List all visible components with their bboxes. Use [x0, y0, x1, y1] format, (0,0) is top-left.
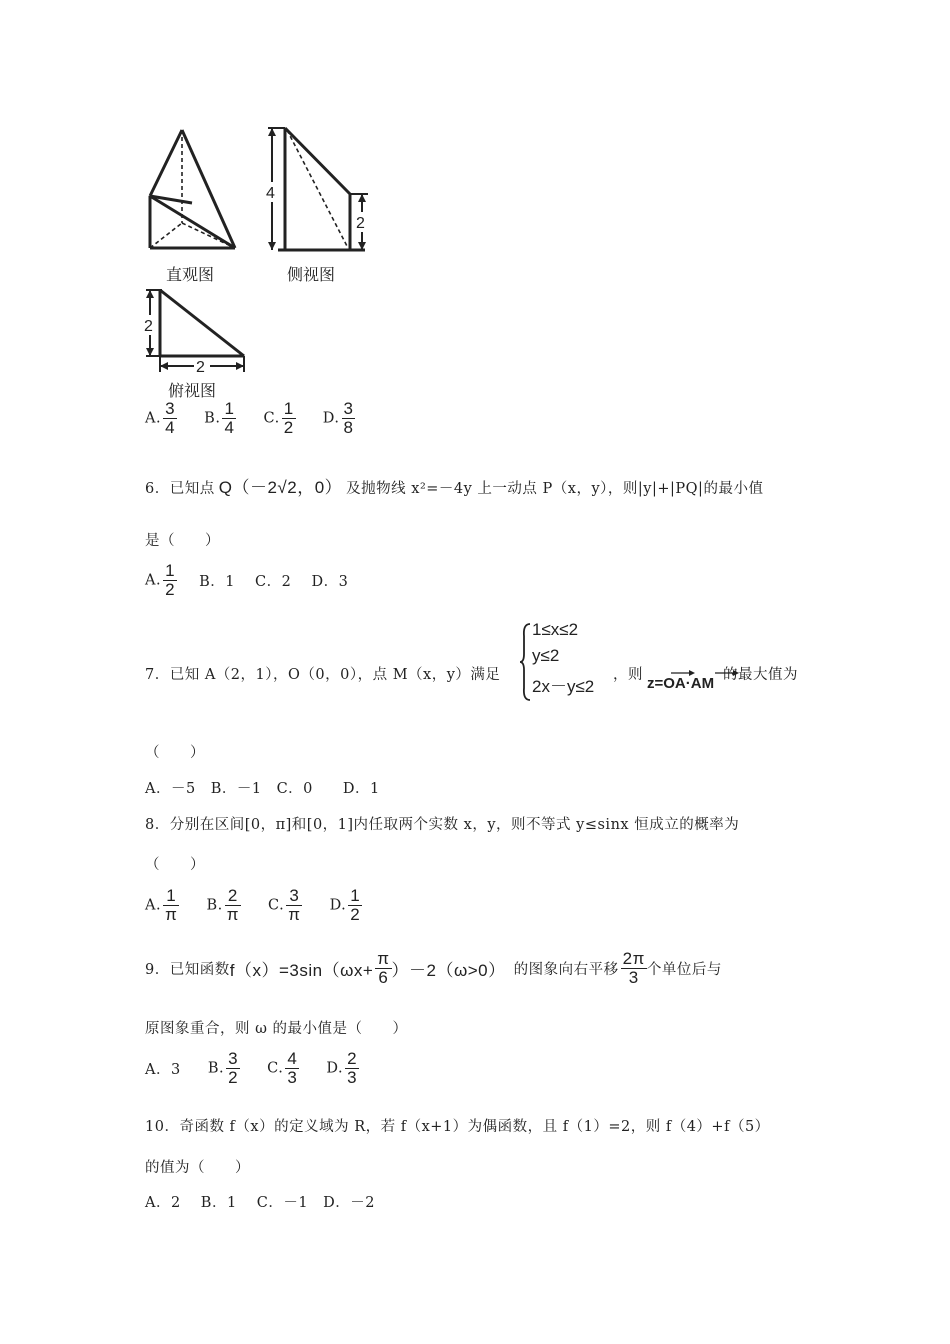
question-6	[145, 473, 763, 498]
q9-options	[145, 1050, 381, 1087]
q6-point: Q（－2√2，0）	[218, 478, 343, 497]
q8-option-d[interactable]: D. $\frac{1}{2}$	[329, 886, 361, 924]
q7-suffix: 的最大值为	[723, 667, 798, 683]
question-9	[145, 950, 722, 987]
q8-option-a[interactable]: A. $\frac{1}{\pi}$	[145, 886, 178, 924]
q8-option-b[interactable]: B. $\frac{2}{\pi}$	[206, 886, 239, 924]
q7-prefix: 7．已知 A（2，1），O（0，0），点 M（x，y）满足	[145, 667, 501, 683]
q8-options	[145, 887, 384, 924]
q6-options	[145, 562, 348, 599]
q10-line2: 的值为（ ）	[145, 1160, 250, 1176]
q9-func-fraction: $\frac{\pi}{6}$	[377, 949, 390, 987]
q9-option-d[interactable]: D. $\frac{2}{3}$	[326, 1049, 358, 1087]
q6-line2: 是（ ）	[145, 533, 220, 549]
q5-option-c[interactable]: C. $\frac{1}{2}$	[263, 399, 294, 437]
q9-suffix: 个单位后与	[646, 962, 722, 978]
q9-func-b: ）－2（ω>0）	[391, 961, 506, 980]
q7-line2: （ ）	[145, 745, 205, 761]
q6-prefix: 6．已知点	[145, 481, 215, 497]
q7-cond-3: 2x－y≤2	[532, 677, 595, 696]
brace-icon	[520, 622, 532, 702]
q6-option-a[interactable]: A. $\frac{1}{2}$	[145, 561, 176, 599]
q9-option-c[interactable]: C. $\frac{4}{3}$	[267, 1049, 298, 1087]
side-height-label: 4	[266, 185, 275, 202]
q8-option-c[interactable]: C. $\frac{3}{\pi}$	[268, 886, 301, 924]
q6-options-rest: B．1 C．2 D．3	[199, 574, 349, 590]
q8-line1: 8．分别在区间[0，π]和[0，1]内任取两个实数 x，y，则不等式 y≤sinx 恒成立的概率为	[145, 817, 740, 833]
side-view-drawing	[278, 128, 365, 250]
front-view-label: 直观图	[166, 267, 215, 284]
q5-option-b[interactable]: B. $\frac{1}{4}$	[204, 399, 235, 437]
q7-options: A．－5 B．－1 C．0 D．1	[145, 781, 380, 797]
front-view-drawing	[150, 130, 235, 248]
q7-cond-1: 1≤x≤2	[532, 620, 579, 639]
q9-line2: 原图象重合，则 ω 的最小值是（ ）	[145, 1021, 408, 1037]
q7-cond-2: y≤2	[532, 646, 560, 665]
q5-option-d[interactable]: D. $\frac{3}{8}$	[322, 399, 354, 437]
top-vertical-label: 2	[144, 318, 153, 335]
top-horizontal-label: 2	[196, 359, 205, 376]
q9-func-a: f（x）=3sin（ωx+	[229, 961, 374, 980]
q10-options: A．2 B．1 C．－1 D．－2	[145, 1195, 375, 1211]
top-view-label: 俯视图	[168, 383, 217, 400]
side-view-label: 侧视图	[287, 267, 336, 284]
q9-shift-fraction: $\frac{2\pi}{3}$	[622, 949, 645, 987]
q7-expression: z=OA·AM	[647, 675, 714, 692]
q8-line2: （ ）	[145, 857, 205, 873]
question-7	[145, 663, 500, 684]
q9-option-b[interactable]: B. $\frac{3}{2}$	[207, 1049, 239, 1087]
q7-then: ，则	[613, 667, 643, 683]
q9-prefix: 9．已知函数	[145, 962, 230, 978]
top-view-drawing	[160, 290, 244, 356]
q5-options	[145, 400, 377, 437]
q5-option-a[interactable]: A. $\frac{3}{4}$	[145, 399, 176, 437]
q10-line1: 10．奇函数 f（x）的定义域为 R，若 f（x+1）为偶函数，且 f（1）=2，则 f（4）+f（5）	[145, 1119, 770, 1135]
q9-mid: 的图象向右平移	[513, 962, 619, 978]
side-step-label: 2	[356, 215, 365, 232]
three-view-figure	[140, 118, 380, 403]
q6-text: 及抛物线 x²=－4y 上一动点 P（x，y），则|y|+|PQ|的最小值	[346, 481, 764, 497]
q9-option-a[interactable]: A．3	[145, 1062, 181, 1078]
